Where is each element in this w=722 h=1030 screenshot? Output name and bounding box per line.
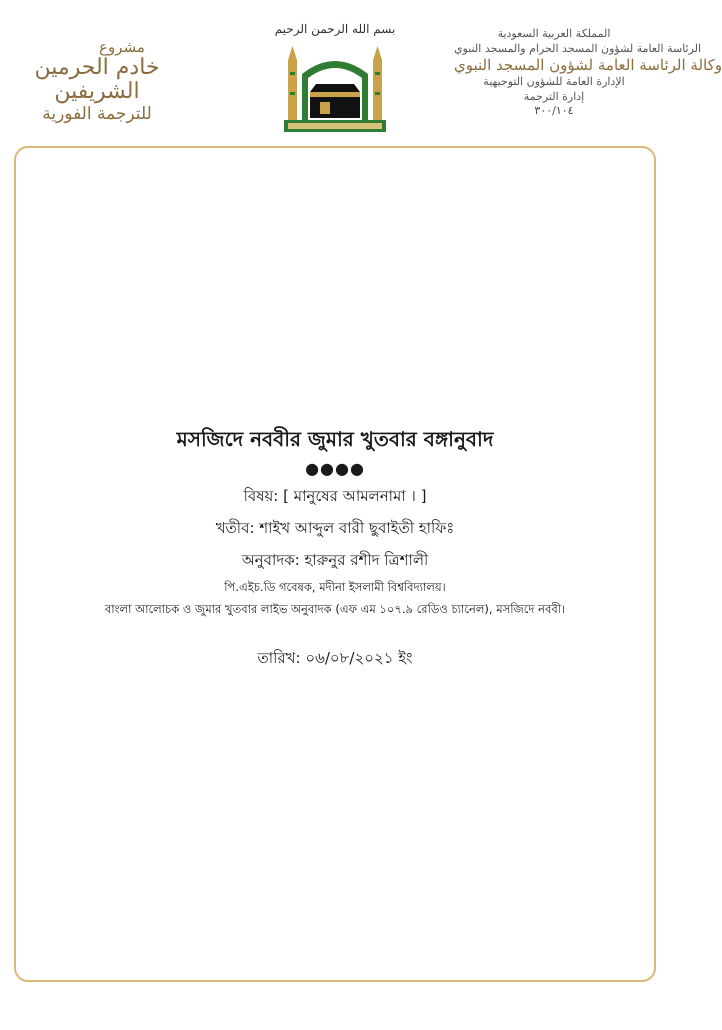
date-line: তারিখ: ০৬/০৮/২০২১ ইং bbox=[257, 649, 413, 667]
document-body bbox=[14, 425, 656, 671]
project-logo-line1: مشروع bbox=[99, 38, 145, 56]
project-logo-line3: للترجمة الفورية bbox=[42, 104, 152, 124]
speaker-line: খতীব: শাইখ আব্দুল বারী ছুবাইতী হাফিঃ bbox=[215, 519, 455, 537]
document-title: মসজিদে নববীর জুমার খুতবার বঙ্গানুবাদ bbox=[176, 427, 494, 451]
presidency-line3: وكالة الرئاسة العامة لشؤون المسجد النبوي bbox=[454, 56, 722, 74]
affiliation-line-1: পি.এইচ.ডি গবেষক, মদীনা ইসলামী বিশ্ববিদ্যালয়। bbox=[224, 580, 446, 594]
affiliation-line-2: বাংলা আলোচক ও জুমার খুতবার লাইভ অনুবাদক (এফ এম ১০৭.৯ রেডিও চ্যানেল), মসজিদে নববী। bbox=[104, 602, 566, 616]
translator-line: অনুবাদক: হারুনুর রশীদ ত্রিশালী bbox=[241, 551, 429, 569]
page-header bbox=[0, 0, 722, 145]
kaaba-icon bbox=[270, 22, 400, 134]
presidency-line5: إدارة الترجمة bbox=[523, 90, 585, 103]
presidency-line1: المملكة العربية السعودية bbox=[497, 27, 611, 40]
presidency-logo bbox=[454, 26, 722, 146]
presidency-line4: الإدارة العامة للشؤون التوجيهية bbox=[483, 75, 625, 88]
presidency-line2: الرئاسة العامة لشؤون المسجد الحرام والمسجد النبوي bbox=[454, 42, 702, 55]
reference-number: ٣٠٠/١٠٤ bbox=[534, 104, 574, 117]
project-logo-line2: خادم الحرمين الشريفين bbox=[34, 55, 160, 104]
kaaba-emblem bbox=[270, 22, 400, 134]
separator-dots: ●●●● bbox=[305, 459, 365, 478]
subject-line: বিষয়: [ মানুষের আমলনামা । ] bbox=[243, 487, 427, 505]
project-logo bbox=[12, 38, 182, 128]
bismillah-text: بسم الله الرحمن الرحيم bbox=[274, 22, 396, 36]
